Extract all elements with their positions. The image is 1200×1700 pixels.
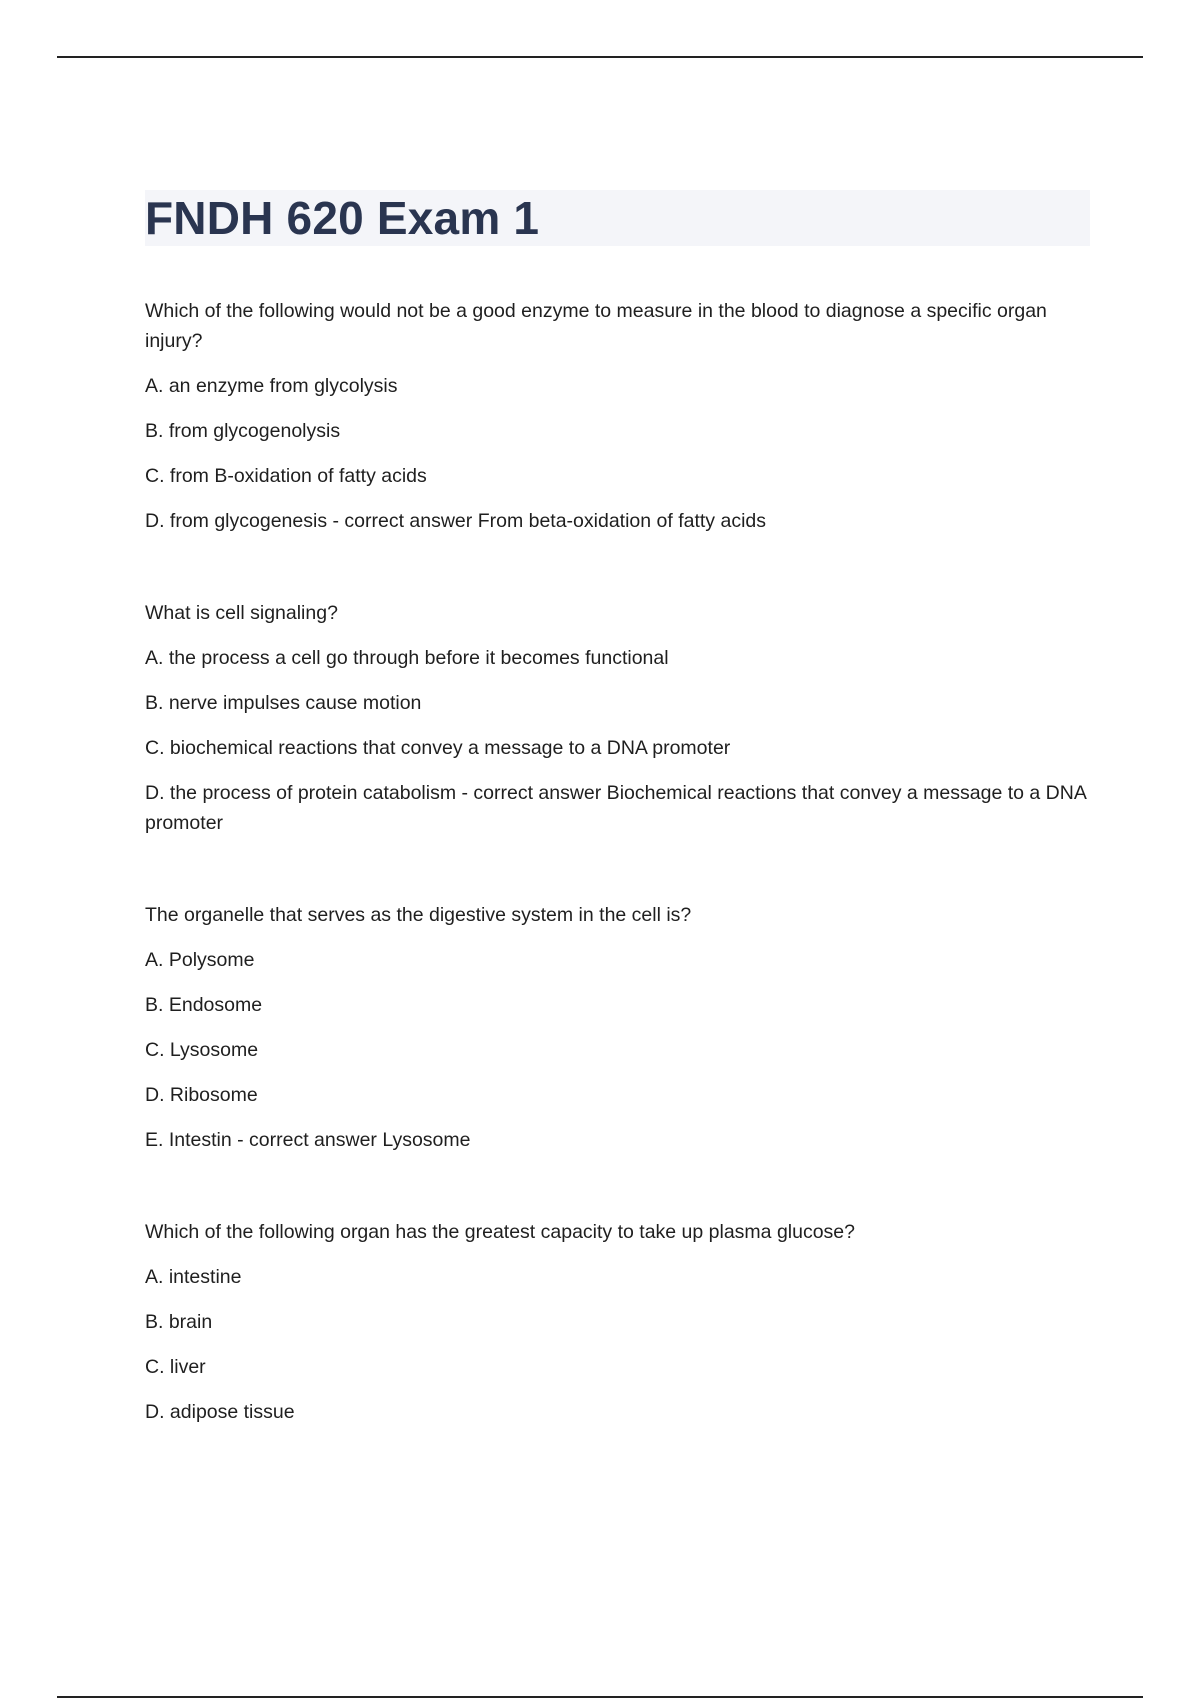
answer-option: A. intestine <box>145 1266 242 1288</box>
page-content <box>145 190 1090 1489</box>
answer-option: A. an enzyme from glycolysis <box>145 375 398 397</box>
question-text: Which of the following organ has the greatest capacity to take up plasma glucose? <box>145 1221 855 1243</box>
answer-option: C. biochemical reactions that convey a message to a DNA promoter <box>145 737 731 759</box>
page-title: FNDH 620 Exam 1 <box>145 192 540 244</box>
answer-option: B. brain <box>145 1311 213 1333</box>
question-block <box>145 1217 1090 1427</box>
header-rule <box>57 56 1143 58</box>
answer-option: C. Lysosome <box>145 1039 259 1061</box>
question-text: What is cell signaling? <box>145 602 338 624</box>
question-block <box>145 296 1090 536</box>
answer-option: D. adipose tissue <box>145 1401 295 1423</box>
footer-rule <box>57 1696 1143 1698</box>
answer-option: A. the process a cell go through before it becomes functional <box>145 647 669 669</box>
answer-option: C. from B-oxidation of fatty acids <box>145 465 427 487</box>
answer-option: C. liver <box>145 1356 206 1378</box>
question-block <box>145 900 1090 1155</box>
answer-option: A. Polysome <box>145 949 255 971</box>
title-bar <box>145 190 1090 246</box>
answer-option: D. from glycogenesis - correct answer From beta-oxidation of fatty acids <box>145 510 766 532</box>
answer-option: B. from glycogenolysis <box>145 420 341 442</box>
question-text: Which of the following would not be a good enzyme to measure in the blood to diagnose a specific organ injury? <box>145 300 1047 352</box>
question-text: The organelle that serves as the digestive system in the cell is? <box>145 904 692 926</box>
answer-option: B. nerve impulses cause motion <box>145 692 422 714</box>
answer-option: D. Ribosome <box>145 1084 258 1106</box>
answer-option: B. Endosome <box>145 994 263 1016</box>
answer-option: E. Intestin - correct answer Lysosome <box>145 1129 471 1151</box>
question-block <box>145 598 1090 838</box>
answer-option: D. the process of protein catabolism - correct answer Biochemical reactions that convey a message to a DNA promoter <box>145 782 1086 834</box>
